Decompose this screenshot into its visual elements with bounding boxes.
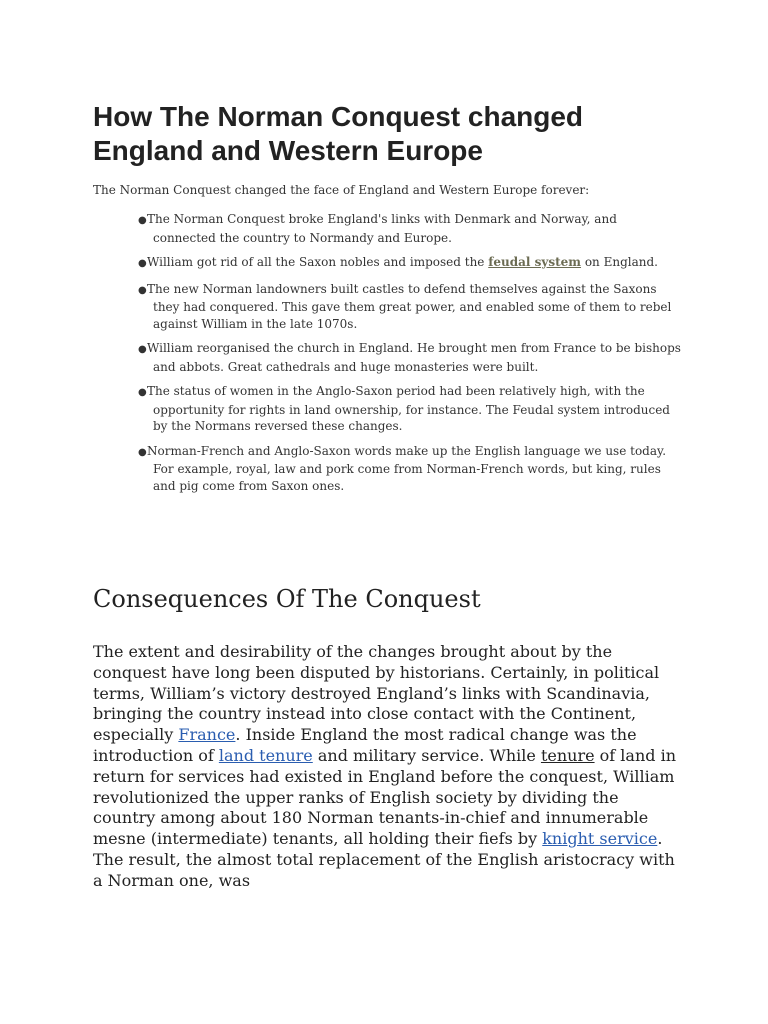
body-paragraph — [93, 642, 683, 892]
list-item — [129, 340, 683, 375]
list-item-text: on England. — [581, 255, 658, 269]
list-item — [129, 281, 683, 333]
list-item-text: The new Norman landowners built castles to defend themselves against the Saxons they had conquered. This gave them great power, and enabled some of them to rebel against William in the late 1070s. — [147, 281, 672, 331]
bullet-icon: ● — [138, 446, 147, 458]
bullet-icon: ● — [138, 215, 147, 226]
tenure-term: tenure — [540, 745, 595, 765]
bullet-icon: ● — [138, 258, 147, 269]
feudal-system-link[interactable]: feudal system — [488, 255, 582, 269]
list-item — [129, 443, 683, 495]
list-item — [129, 383, 683, 435]
france-link[interactable]: France — [178, 725, 236, 745]
paragraph-text: . Inside England the most radical change was the introduction of — [93, 725, 637, 765]
bullet-list — [93, 211, 683, 494]
paragraph-text: and military service. While — [312, 745, 541, 765]
list-item-text: The status of women in the Anglo-Saxon period had been relatively high, with the opportunity for rights in land ownership, for instance. The Feudal system introduced by the Normans reversed these changes. — [147, 384, 670, 433]
paragraph-text: . The result, the almost total replacement of the English aristocracy with a Norman one, was — [93, 829, 675, 890]
bullet-icon: ● — [138, 344, 147, 355]
bullet-icon: ● — [138, 284, 147, 296]
bullet-icon: ● — [138, 387, 147, 398]
paragraph-text: The extent and desirability of the changes brought about by the conquest have long been disputed by historians. Certainly, in political terms, William’s victory destroyed England’s links with Scandinavia, bringing the country instead into close contact with the Continent, especially — [93, 642, 660, 745]
list-item — [129, 211, 683, 246]
article-title: How The Norman Conquest changed England and Western Europe — [93, 101, 584, 166]
paragraph-text: of land in return for services had existed in England before the conquest, William revolutionized the upper ranks of English society by dividing the country among about 180 Norman tenants-in-chief and innumerable mesne (intermediate) tenants, all holding their fiefs by — [93, 745, 676, 849]
list-item-text: William reorganised the church in England. He brought men from France to be bishops and abbots. Great cathedrals and huge monasteries were built. — [147, 341, 681, 374]
list-item-text: William got rid of all the Saxon nobles and imposed the — [147, 255, 489, 269]
intro-text: The Norman Conquest changed the face of England and Western Europe forever: — [93, 183, 590, 197]
section-heading: Consequences Of The Conquest — [93, 585, 481, 613]
list-item-text: Norman-French and Anglo-Saxon words make up the English language we use today. For example, royal, law and pork come from Norman-French words, but king, rules and pig come from Saxon ones. — [147, 443, 667, 493]
article — [93, 100, 683, 892]
knight-service-link[interactable]: knight service — [542, 829, 658, 849]
land-tenure-link[interactable]: land tenure — [218, 745, 313, 765]
list-item-text: The Norman Conquest broke England's links with Denmark and Norway, and connected the country to Normandy and Europe. — [147, 212, 617, 245]
list-item — [129, 254, 683, 273]
